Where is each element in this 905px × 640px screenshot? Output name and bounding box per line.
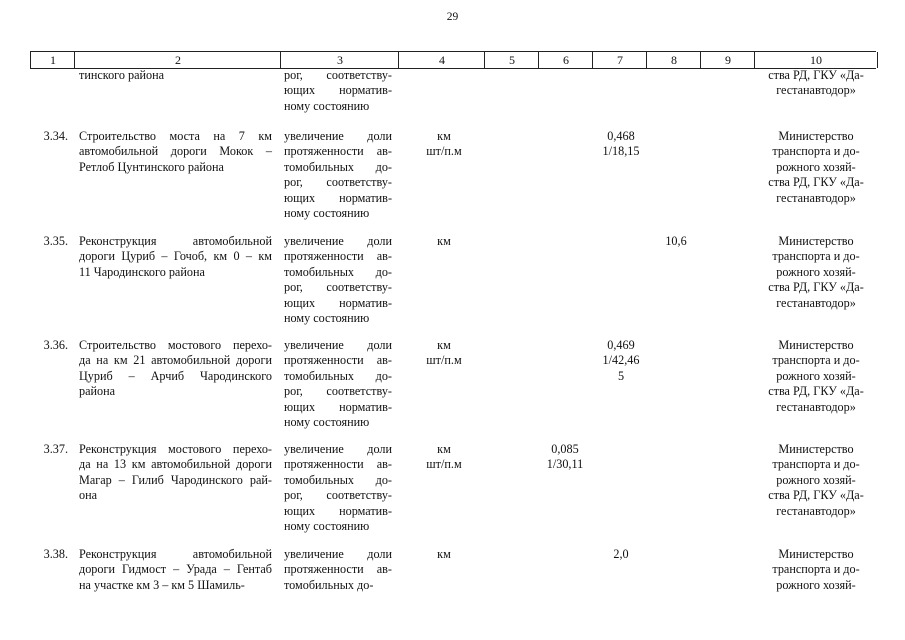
measure-name: Реконструкция автомобильной дороги Цуриб – Гочоб, км 0 – км 11 Чародинского района [79,234,272,279]
expected-result: увеличение доли протяженности ав- томобильных до- рог, соответству- ющих норматив- ному состоянию [284,338,392,430]
expected-result: увеличение доли протяженности ав- томобильных до- рог, соответству- ющих норматив- ному состоянию [284,442,392,534]
unit-of-measure: км [437,547,451,561]
header-col-8: 8 [646,52,701,68]
unit-of-measure: км шт/п.м [426,129,462,159]
header-col-10: 10 [754,52,878,68]
executor: Министерство транспорта и до- рожного хозяй- ства РД, ГКУ «Да- гестанавтодор» [768,129,864,205]
header-col-4: 4 [398,52,485,68]
row-number: 3.35. [43,234,68,248]
expected-result: увеличение доли протяженности ав- томобильных до- рог, соответству- ющих норматив- ному состоянию [284,129,392,221]
executor: Министерство транспорта и до- рожного хозяй- ства РД, ГКУ «Да- гестанавтодор» [768,234,864,310]
measure-name: Строительство моста на 7 км автомобильной дороги Мокок – Ретлоб Цунтинского района [79,129,272,174]
header-col-9: 9 [700,52,755,68]
header-col-2: 2 [74,52,281,68]
expected-result: увеличение доли протяженности ав- томобильных до- рог, соответству- ющих норматив- ному состоянию [284,234,392,326]
value-col-7: 0,468 1/18,15 [602,129,640,159]
row-number: 3.38. [43,547,68,561]
value-col-6: 0,085 1/30,11 [546,442,584,472]
value-col-7: 2,0 [613,547,629,561]
continuation-result: рог, соответству- ющих норматив- ному состоянию [284,68,392,113]
unit-of-measure: км шт/п.м [426,442,462,472]
value-col-8: 10,6 [665,234,687,248]
unit-of-measure: км [437,234,451,248]
page-number: 29 [446,11,459,23]
executor: Министерство транспорта и до- рожного хозяй- ства РД, ГКУ «Да- гестанавтодор» [768,338,864,414]
executor: Министерство транспорта и до- рожного хозяй- ства РД, ГКУ «Да- гестанавтодор» [768,442,864,518]
continuation-executor: ства РД, ГКУ «Да- гестанавтодор» [768,68,864,98]
continuation-name: тинского района [79,68,165,82]
measure-name: Реконструкция автомобильной дороги Гидмост – Урада – Гентаб на участке км 3 – км 5 Шамиль- [79,547,272,592]
header-col-3: 3 [280,52,399,68]
measure-name: Реконструкция мостового перехо- да на 13 км автомобильной дороги Магар – Гилиб Чародинского рай- она [79,442,272,503]
table-header [30,51,876,69]
header-col-5: 5 [484,52,539,68]
unit-of-measure: км шт/п.м [426,338,462,368]
header-col-1: 1 [30,52,75,68]
row-number: 3.34. [43,129,68,143]
row-number: 3.37. [43,442,68,456]
measure-name: Строительство мостового перехо- да на км 21 автомобильной дороги Цуриб – Арчиб Чародинского района [79,338,272,399]
value-col-7: 0,469 1/42,46 5 [602,338,640,383]
expected-result: увеличение доли протяженности ав- томобильных до- [284,547,392,592]
header-col-6: 6 [538,52,593,68]
executor: Министерство транспорта и до- рожного хозяй- [772,547,860,592]
row-number: 3.36. [43,338,68,352]
header-col-7: 7 [592,52,647,68]
